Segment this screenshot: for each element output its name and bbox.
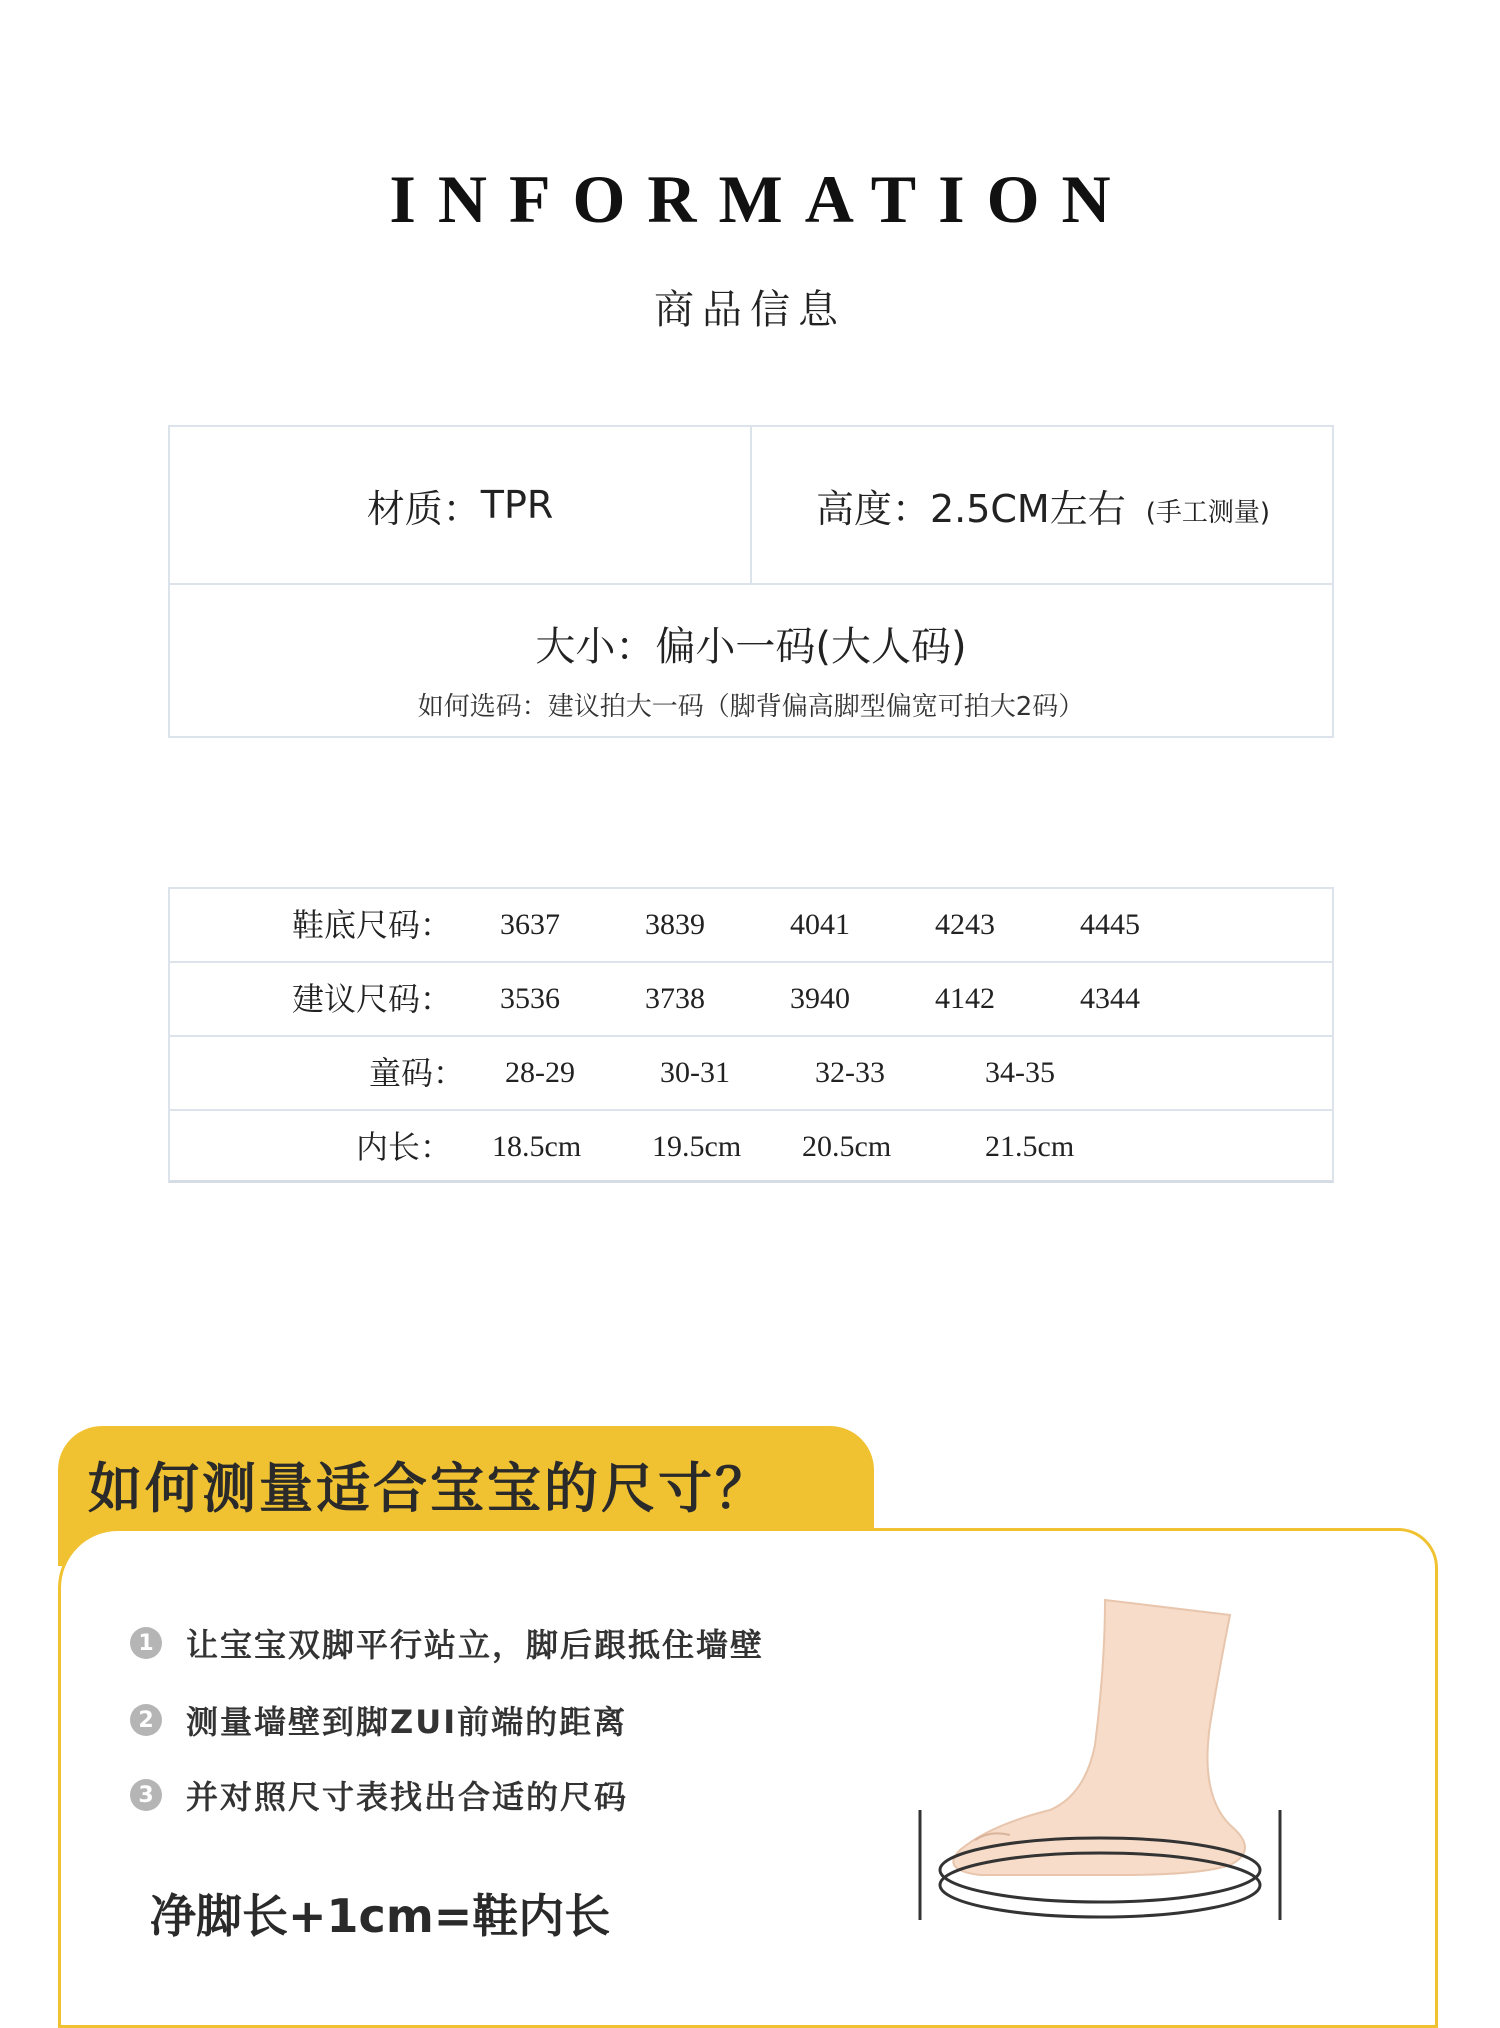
size-main-text: 大小：偏小一码(大人码) xyxy=(535,624,967,670)
table-row xyxy=(170,1111,1332,1183)
measure-step xyxy=(130,1697,627,1743)
page-subtitle: 商品信息 xyxy=(654,287,846,333)
table-cell: 3637 xyxy=(500,908,560,941)
table-cell: 4243 xyxy=(935,908,995,941)
row-label: 内长： xyxy=(355,1128,452,1166)
measure-step xyxy=(130,1620,764,1666)
table-cell: 19.5cm xyxy=(652,1130,742,1163)
table-cell: 4142 xyxy=(935,982,995,1015)
row-label: 童码： xyxy=(368,1054,465,1092)
height-note: (手工测量) xyxy=(1145,497,1271,528)
table-cell: 34-35 xyxy=(985,1056,1055,1089)
page-title: INFORMATION xyxy=(389,161,1133,237)
table-cell: 3536 xyxy=(500,982,560,1015)
measure-formula: 净脚长+1cm=鞋内长 xyxy=(150,1889,611,1943)
info-table xyxy=(168,425,1334,738)
table-cell: 32-33 xyxy=(815,1056,885,1089)
size-info-cell xyxy=(170,585,1332,735)
measure-step xyxy=(130,1772,628,1818)
table-cell: 4041 xyxy=(790,908,850,941)
table-cell: 21.5cm xyxy=(985,1130,1075,1163)
row-label: 鞋底尺码： xyxy=(291,906,452,944)
size-table xyxy=(168,887,1334,1183)
table-cell: 3839 xyxy=(645,908,705,941)
info-row-top xyxy=(170,427,1332,585)
step-number-icon: 3 xyxy=(130,1779,162,1811)
table-cell: 18.5cm xyxy=(492,1130,582,1163)
table-row xyxy=(170,1037,1332,1111)
table-cell: 4445 xyxy=(1080,908,1140,941)
table-row xyxy=(170,963,1332,1037)
step-number-icon: 1 xyxy=(130,1627,162,1659)
material-cell xyxy=(170,427,752,583)
foot-illustration-icon xyxy=(900,1585,1320,1920)
table-row xyxy=(170,889,1332,963)
height-cell xyxy=(752,427,1334,583)
step-text: 测量墙壁到脚ZUI前端的距离 xyxy=(186,1703,628,1741)
table-cell: 3738 xyxy=(645,982,705,1015)
step-text: 并对照尺寸表找出合适的尺码 xyxy=(186,1778,629,1816)
material-value: TPR xyxy=(480,483,554,527)
height-label: 高度： xyxy=(815,486,930,531)
table-cell: 4344 xyxy=(1080,982,1140,1015)
material-label: 材质： xyxy=(366,486,481,531)
size-tip-text: 如何选码：建议拍大一码（脚背偏高脚型偏宽可拍大2码） xyxy=(417,692,1085,722)
table-cell: 28-29 xyxy=(505,1056,575,1089)
step-number-icon: 2 xyxy=(130,1704,162,1736)
height-value: 2.5CM左右 xyxy=(929,486,1126,531)
measure-heading: 如何测量适合宝宝的尺寸？ xyxy=(88,1457,772,1520)
row-label: 建议尺码： xyxy=(291,980,452,1018)
table-cell: 30-31 xyxy=(660,1056,730,1089)
table-cell: 20.5cm xyxy=(802,1130,892,1163)
step-text: 让宝宝双脚平行站立，脚后跟抵住墙壁 xyxy=(186,1626,765,1664)
table-cell: 3940 xyxy=(790,982,850,1015)
